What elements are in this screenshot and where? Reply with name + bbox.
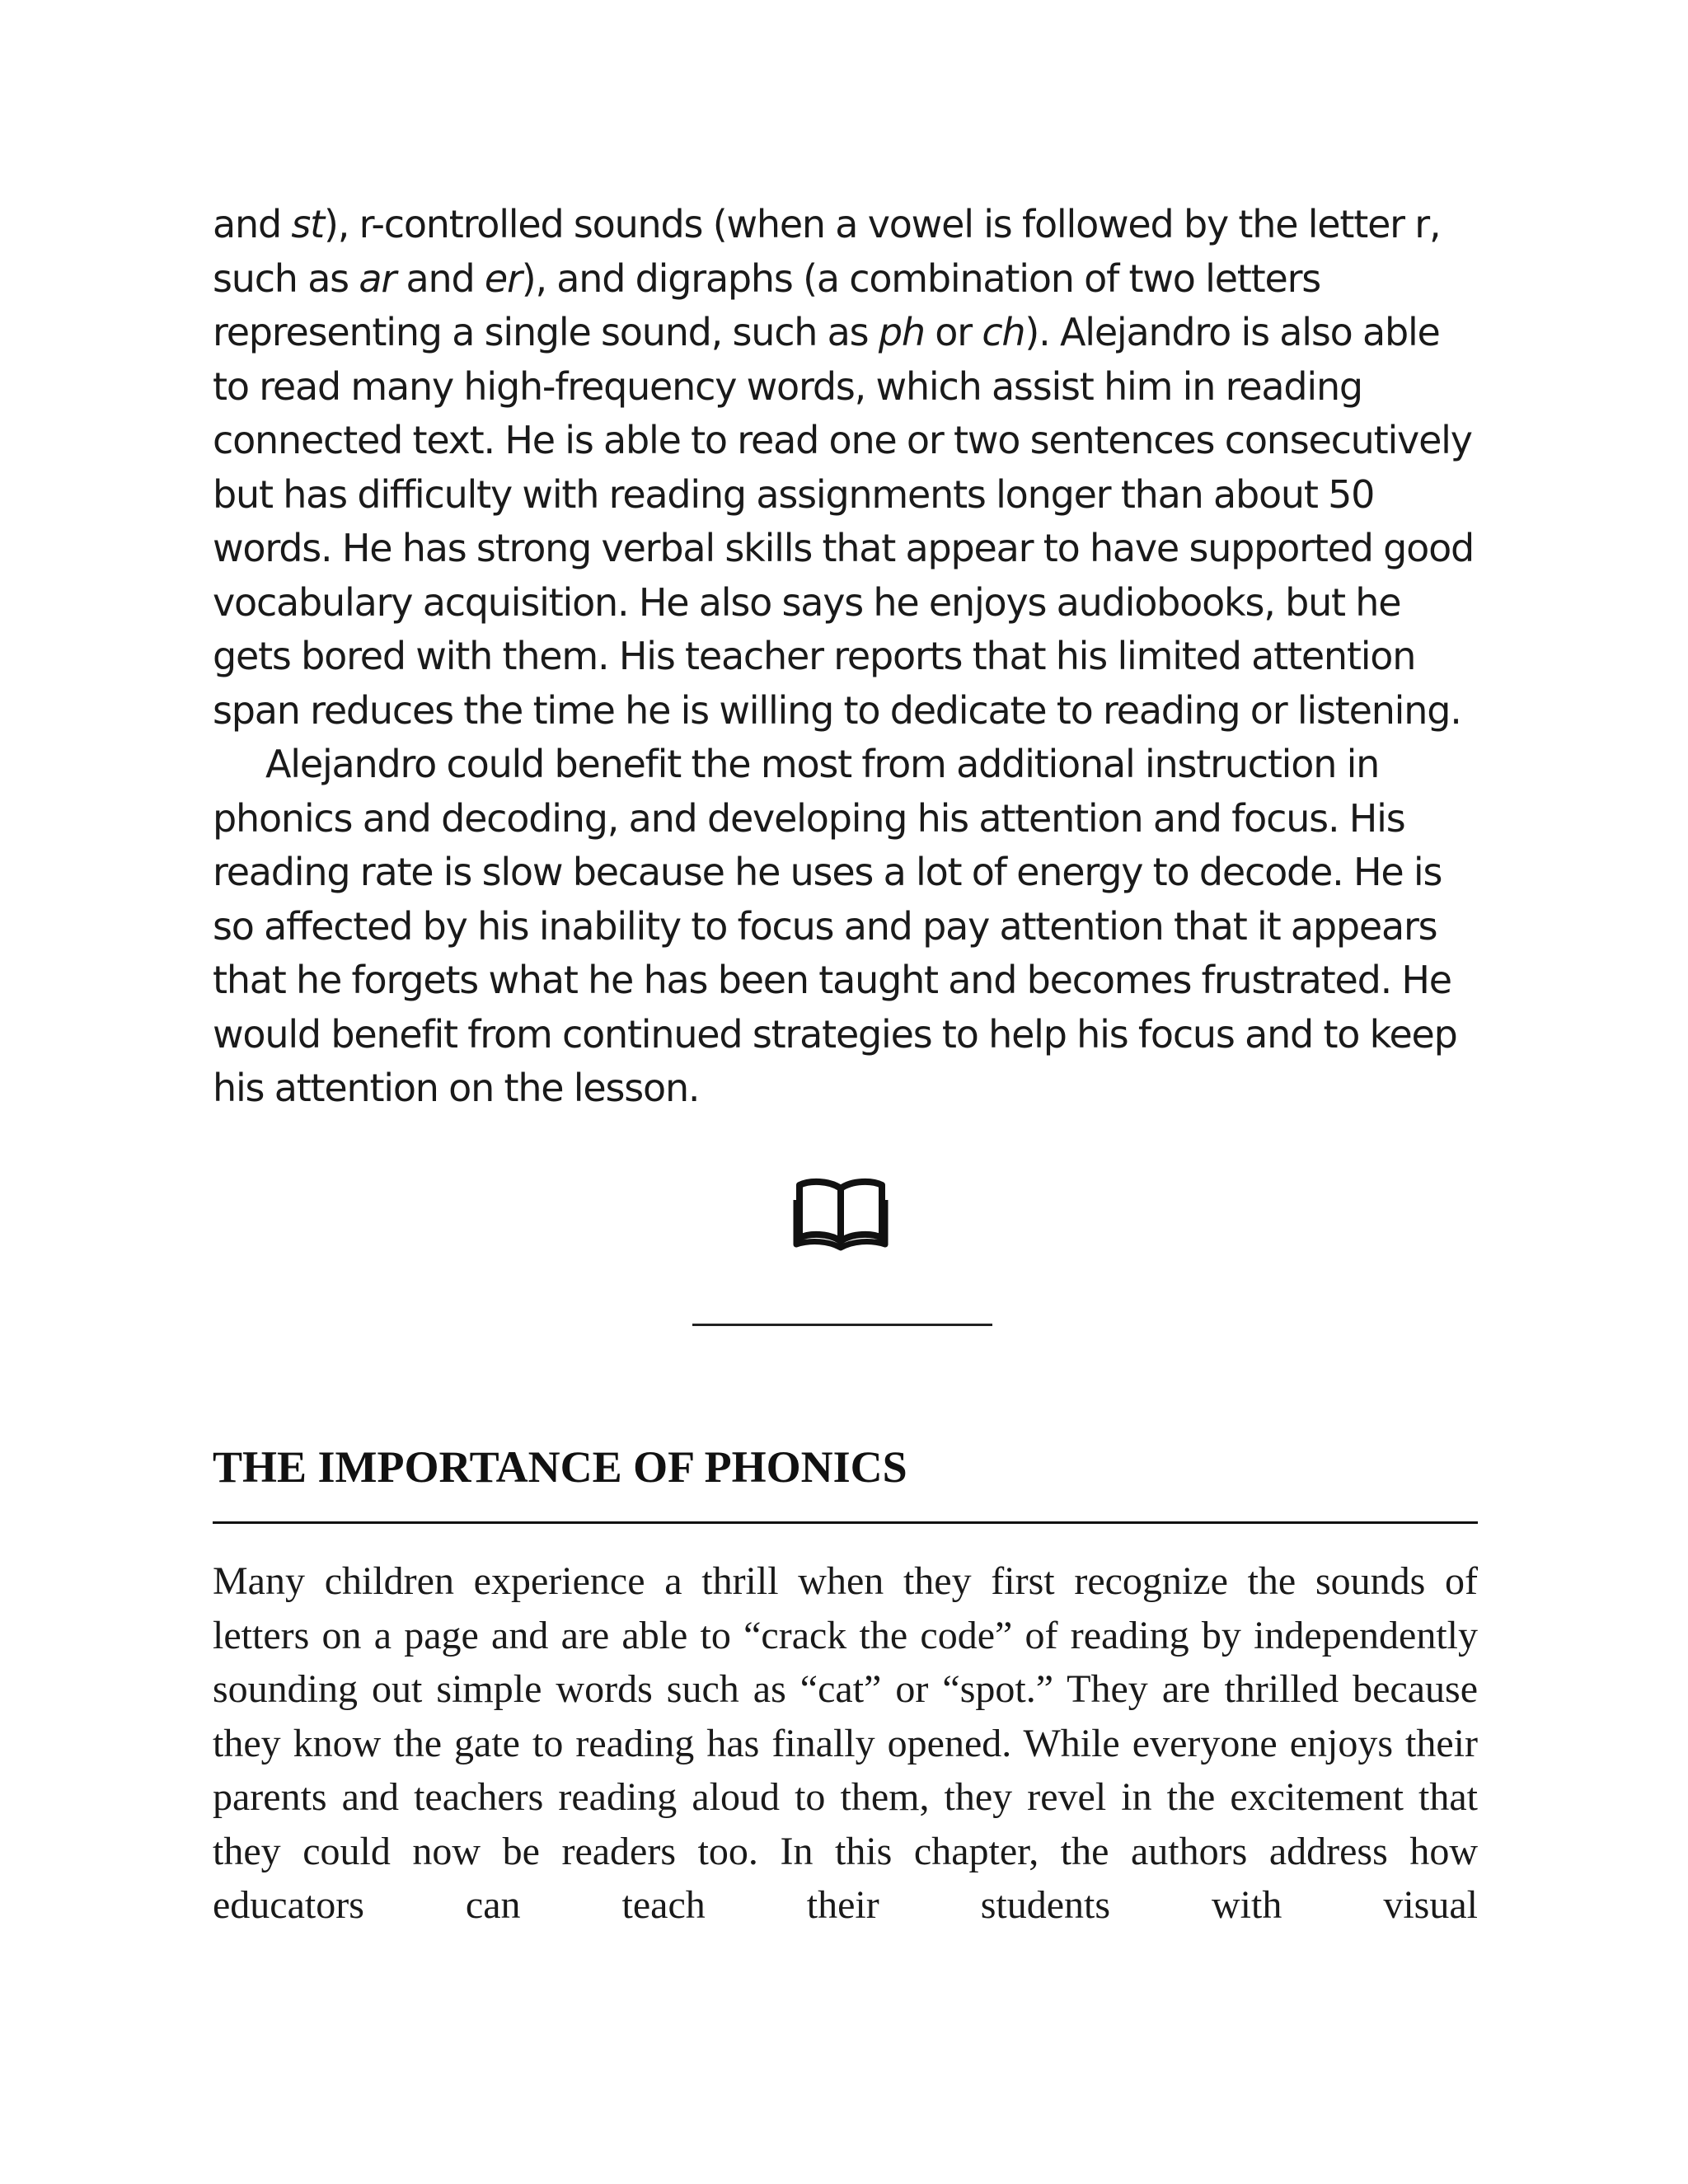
section-divider — [692, 1324, 992, 1326]
open-book-icon — [793, 1177, 889, 1251]
text-run: ). Alejandro is also able to read many high-frequency words, which assist him in reading connected text. He is able to read one or two sentences consecutively but has difficulty with reading assignments longer than about 50 words. He has strong verbal skills that appear to have supported good vocabulary acquisition. He also says he enjoys audiobooks, but he gets bored with them. His teacher reports that his limited attention span reduces the time he is willing to dedicate to reading or listening. — [213, 310, 1475, 733]
italic-example: ph — [878, 310, 925, 354]
text-run: and — [396, 255, 485, 301]
text-run: and — [213, 202, 292, 246]
text-run: ), r-controlled sounds (when a vowel is followed by the letter r, such as — [213, 202, 1441, 301]
text-run: or — [924, 310, 982, 354]
section-heading: THE IMPORTANCE OF PHONICS — [213, 1442, 907, 1492]
paragraph-recommendations: Alejandro could benefit the most from additional instruction in phonics and decoding, and developing his attention and focus. His reading rate is slow because he uses a lot of energy to decode. He is so affected by his inability to focus and pay attention that it appears that he forgets what he has been taught and becomes frustrated. He would benefit from continued strategies to help his focus and to keep his attention on the lesson. — [213, 742, 1457, 1110]
text-run: ), and digraphs (a combination of two letters representing a single sound, such as — [213, 255, 1321, 354]
paragraph-phonics-skills — [213, 198, 1482, 738]
italic-example: ch — [982, 310, 1025, 354]
italic-example: st — [291, 202, 324, 246]
section-paragraph: Many children experience a thrill when they first recognize the sounds of letters on a page and are able to “crack the code” of reading by independently sounding out simple words such as “cat” or “spot.” They are thrilled because they know the gate to reading has finally opened. While everyone enjoys their parents and teachers reading aloud to them, they revel in the excitement that they could now be readers too. In this chapter, the authors address how educators can teach their students with visual — [213, 1559, 1478, 1927]
italic-example: er — [484, 255, 522, 301]
case-study-text — [213, 198, 1482, 1116]
italic-example: ar — [359, 255, 396, 301]
heading-underline — [213, 1521, 1478, 1524]
